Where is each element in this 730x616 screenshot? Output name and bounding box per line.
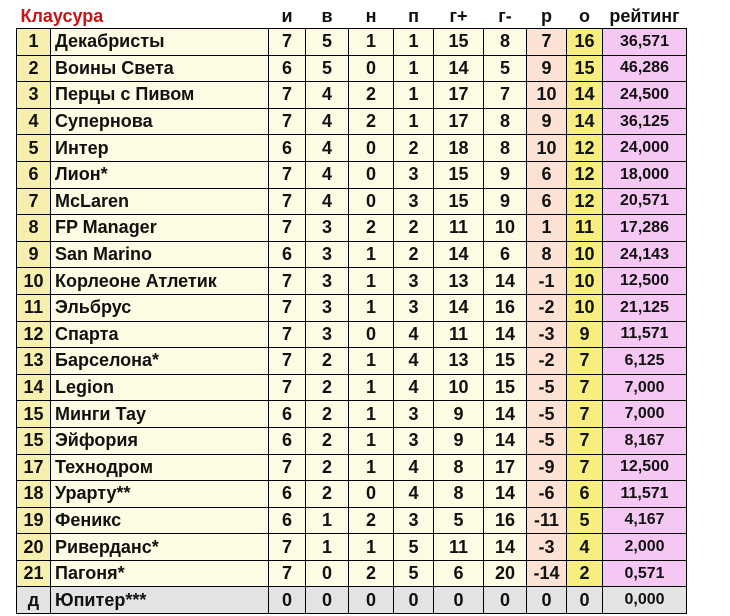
goal-diff-cell: -14 <box>527 560 567 587</box>
games-cell: 7 <box>269 215 306 242</box>
table-row <box>17 241 687 268</box>
header-goals-for: г+ <box>434 4 484 29</box>
draws-cell: 1 <box>349 241 394 268</box>
games-cell: 7 <box>269 108 306 135</box>
losses-cell: 4 <box>394 481 434 508</box>
rating-cell: 11,571 <box>603 321 687 348</box>
goals-against-cell: 6 <box>484 241 527 268</box>
rating-cell: 36,571 <box>603 29 687 56</box>
draws-cell: 2 <box>349 507 394 534</box>
goals-for-cell: 18 <box>434 135 484 162</box>
table-title: Клаусура <box>17 4 269 29</box>
goals-against-cell: 7 <box>484 82 527 109</box>
goal-diff-cell: 9 <box>527 55 567 82</box>
wins-cell: 4 <box>306 108 349 135</box>
team-name: San Marino <box>51 241 269 268</box>
losses-cell: 3 <box>394 161 434 188</box>
team-name: Эльбрус <box>51 294 269 321</box>
rating-cell: 7,000 <box>603 401 687 428</box>
wins-cell: 2 <box>306 454 349 481</box>
goals-against-cell: 16 <box>484 507 527 534</box>
draws-cell: 2 <box>349 82 394 109</box>
points-cell: 7 <box>567 427 603 454</box>
wins-cell: 0 <box>306 587 349 614</box>
goals-against-cell: 14 <box>484 268 527 295</box>
draws-cell: 2 <box>349 215 394 242</box>
header-draws: н <box>349 4 394 29</box>
team-name: Технодром <box>51 454 269 481</box>
points-cell: 15 <box>567 55 603 82</box>
losses-cell: 4 <box>394 348 434 375</box>
goal-diff-cell: -9 <box>527 454 567 481</box>
goals-against-cell: 8 <box>484 108 527 135</box>
games-cell: 0 <box>269 587 306 614</box>
goal-diff-cell: -3 <box>527 534 567 561</box>
goals-for-cell: 8 <box>434 481 484 508</box>
wins-cell: 3 <box>306 321 349 348</box>
losses-cell: 5 <box>394 560 434 587</box>
place-cell: 18 <box>17 481 51 508</box>
points-cell: 10 <box>567 241 603 268</box>
games-cell: 7 <box>269 29 306 56</box>
draws-cell: 0 <box>349 321 394 348</box>
games-cell: 7 <box>269 268 306 295</box>
team-name: Воины Света <box>51 55 269 82</box>
games-cell: 7 <box>269 188 306 215</box>
goals-for-cell: 13 <box>434 268 484 295</box>
place-cell: 2 <box>17 55 51 82</box>
team-name: Интер <box>51 135 269 162</box>
draws-cell: 1 <box>349 401 394 428</box>
place-cell: 8 <box>17 215 51 242</box>
wins-cell: 5 <box>306 29 349 56</box>
points-cell: 12 <box>567 135 603 162</box>
points-cell: 0 <box>567 587 603 614</box>
table-row <box>17 427 687 454</box>
goals-for-cell: 5 <box>434 507 484 534</box>
goals-for-cell: 9 <box>434 401 484 428</box>
games-cell: 6 <box>269 241 306 268</box>
goal-diff-cell: 6 <box>527 161 567 188</box>
goal-diff-cell: 7 <box>527 29 567 56</box>
rating-cell: 7,000 <box>603 374 687 401</box>
points-cell: 12 <box>567 188 603 215</box>
losses-cell: 1 <box>394 55 434 82</box>
team-name: Перцы с Пивом <box>51 82 269 109</box>
games-cell: 6 <box>269 401 306 428</box>
losses-cell: 2 <box>394 241 434 268</box>
games-cell: 6 <box>269 481 306 508</box>
rating-cell: 12,500 <box>603 268 687 295</box>
goal-diff-cell: -2 <box>527 294 567 321</box>
losses-cell: 1 <box>394 82 434 109</box>
header-points: о <box>567 4 603 29</box>
rating-cell: 11,571 <box>603 481 687 508</box>
table-row <box>17 161 687 188</box>
points-cell: 4 <box>567 534 603 561</box>
team-name: Риверданс* <box>51 534 269 561</box>
wins-cell: 2 <box>306 374 349 401</box>
goals-for-cell: 11 <box>434 215 484 242</box>
wins-cell: 1 <box>306 534 349 561</box>
team-name: Лион* <box>51 161 269 188</box>
losses-cell: 1 <box>394 29 434 56</box>
place-cell: 15 <box>17 401 51 428</box>
goals-against-cell: 14 <box>484 321 527 348</box>
points-cell: 12 <box>567 161 603 188</box>
draws-cell: 1 <box>349 294 394 321</box>
rating-cell: 6,125 <box>603 348 687 375</box>
table-row <box>17 55 687 82</box>
goals-for-cell: 11 <box>434 534 484 561</box>
rating-cell: 0,000 <box>603 587 687 614</box>
place-cell: 20 <box>17 534 51 561</box>
games-cell: 6 <box>269 427 306 454</box>
games-cell: 6 <box>269 55 306 82</box>
team-name: Феникс <box>51 507 269 534</box>
table-row <box>17 454 687 481</box>
place-cell: 21 <box>17 560 51 587</box>
rating-cell: 24,500 <box>603 82 687 109</box>
draws-cell: 0 <box>349 55 394 82</box>
draws-cell: 1 <box>349 454 394 481</box>
wins-cell: 3 <box>306 268 349 295</box>
points-cell: 10 <box>567 294 603 321</box>
table-row <box>17 215 687 242</box>
team-name: Корлеоне Атлетик <box>51 268 269 295</box>
goals-for-cell: 10 <box>434 374 484 401</box>
place-cell: 12 <box>17 321 51 348</box>
place-cell: 13 <box>17 348 51 375</box>
place-cell: 5 <box>17 135 51 162</box>
losses-cell: 3 <box>394 427 434 454</box>
draws-cell: 1 <box>349 29 394 56</box>
standings-table <box>16 4 687 614</box>
losses-cell: 4 <box>394 374 434 401</box>
games-cell: 6 <box>269 135 306 162</box>
draws-cell: 2 <box>349 560 394 587</box>
losses-cell: 4 <box>394 454 434 481</box>
points-cell: 16 <box>567 29 603 56</box>
draws-cell: 1 <box>349 268 394 295</box>
points-cell: 9 <box>567 321 603 348</box>
table-row <box>17 268 687 295</box>
header-rating: рейтинг <box>603 4 687 29</box>
goals-for-cell: 14 <box>434 55 484 82</box>
header-goals-against: г- <box>484 4 527 29</box>
wins-cell: 3 <box>306 241 349 268</box>
rating-cell: 0,571 <box>603 560 687 587</box>
draws-cell: 0 <box>349 161 394 188</box>
table-row <box>17 401 687 428</box>
goals-for-cell: 11 <box>434 321 484 348</box>
goal-diff-cell: 1 <box>527 215 567 242</box>
table-row <box>17 108 687 135</box>
team-name: McLaren <box>51 188 269 215</box>
goals-for-cell: 14 <box>434 241 484 268</box>
goals-for-cell: 15 <box>434 29 484 56</box>
losses-cell: 0 <box>394 587 434 614</box>
goals-for-cell: 6 <box>434 560 484 587</box>
wins-cell: 4 <box>306 135 349 162</box>
table-row <box>17 560 687 587</box>
place-cell: 19 <box>17 507 51 534</box>
place-cell: 6 <box>17 161 51 188</box>
games-cell: 7 <box>269 82 306 109</box>
goal-diff-cell: -5 <box>527 374 567 401</box>
rating-cell: 36,125 <box>603 108 687 135</box>
goal-diff-cell: -2 <box>527 348 567 375</box>
goal-diff-cell: 10 <box>527 135 567 162</box>
wins-cell: 1 <box>306 507 349 534</box>
points-cell: 2 <box>567 560 603 587</box>
wins-cell: 3 <box>306 215 349 242</box>
draws-cell: 1 <box>349 427 394 454</box>
draws-cell: 1 <box>349 534 394 561</box>
place-cell: 7 <box>17 188 51 215</box>
rating-cell: 2,000 <box>603 534 687 561</box>
rating-cell: 46,286 <box>603 55 687 82</box>
points-cell: 7 <box>567 348 603 375</box>
goals-against-cell: 14 <box>484 534 527 561</box>
place-cell: 4 <box>17 108 51 135</box>
wins-cell: 4 <box>306 161 349 188</box>
goal-diff-cell: 6 <box>527 188 567 215</box>
goal-diff-cell: -5 <box>527 401 567 428</box>
table-row <box>17 534 687 561</box>
wins-cell: 4 <box>306 188 349 215</box>
goals-against-cell: 9 <box>484 188 527 215</box>
games-cell: 7 <box>269 161 306 188</box>
wins-cell: 3 <box>306 294 349 321</box>
rating-cell: 20,571 <box>603 188 687 215</box>
wins-cell: 2 <box>306 348 349 375</box>
goals-against-cell: 14 <box>484 401 527 428</box>
goal-diff-cell: 10 <box>527 82 567 109</box>
table-row <box>17 294 687 321</box>
goal-diff-cell: 9 <box>527 108 567 135</box>
rating-cell: 17,286 <box>603 215 687 242</box>
place-cell: 3 <box>17 82 51 109</box>
header-losses: п <box>394 4 434 29</box>
goal-diff-cell: -6 <box>527 481 567 508</box>
draws-cell: 2 <box>349 108 394 135</box>
header-wins: в <box>306 4 349 29</box>
losses-cell: 1 <box>394 108 434 135</box>
goal-diff-cell: 0 <box>527 587 567 614</box>
losses-cell: 4 <box>394 321 434 348</box>
games-cell: 7 <box>269 534 306 561</box>
losses-cell: 2 <box>394 215 434 242</box>
team-name: Legion <box>51 374 269 401</box>
points-cell: 7 <box>567 374 603 401</box>
goals-for-cell: 14 <box>434 294 484 321</box>
goals-for-cell: 17 <box>434 108 484 135</box>
goals-against-cell: 16 <box>484 294 527 321</box>
rating-cell: 4,167 <box>603 507 687 534</box>
team-name: Пагоня* <box>51 560 269 587</box>
goal-diff-cell: 8 <box>527 241 567 268</box>
points-cell: 5 <box>567 507 603 534</box>
team-name: Эйфория <box>51 427 269 454</box>
losses-cell: 2 <box>394 135 434 162</box>
draws-cell: 1 <box>349 374 394 401</box>
table-row <box>17 374 687 401</box>
draws-cell: 1 <box>349 348 394 375</box>
team-name: FP Manager <box>51 215 269 242</box>
goals-for-cell: 15 <box>434 161 484 188</box>
losses-cell: 3 <box>394 294 434 321</box>
losses-cell: 3 <box>394 401 434 428</box>
team-name: Юпитер*** <box>51 587 269 614</box>
goals-against-cell: 5 <box>484 55 527 82</box>
team-name: Декабристы <box>51 29 269 56</box>
place-cell: 1 <box>17 29 51 56</box>
table-row <box>17 348 687 375</box>
points-cell: 10 <box>567 268 603 295</box>
place-cell: 15 <box>17 427 51 454</box>
draws-cell: 0 <box>349 188 394 215</box>
table-row <box>17 321 687 348</box>
goals-against-cell: 10 <box>484 215 527 242</box>
goal-diff-cell: -1 <box>527 268 567 295</box>
goals-for-cell: 15 <box>434 188 484 215</box>
rating-cell: 21,125 <box>603 294 687 321</box>
team-name: Урарту** <box>51 481 269 508</box>
team-name: Супернова <box>51 108 269 135</box>
goal-diff-cell: -11 <box>527 507 567 534</box>
games-cell: 6 <box>269 507 306 534</box>
header-games: и <box>269 4 306 29</box>
points-cell: 14 <box>567 82 603 109</box>
goals-against-cell: 20 <box>484 560 527 587</box>
goals-against-cell: 9 <box>484 161 527 188</box>
goal-diff-cell: -5 <box>527 427 567 454</box>
team-name: Минги Тау <box>51 401 269 428</box>
rating-cell: 18,000 <box>603 161 687 188</box>
draws-cell: 0 <box>349 481 394 508</box>
points-cell: 7 <box>567 401 603 428</box>
place-cell: д <box>17 587 51 614</box>
rating-cell: 8,167 <box>603 427 687 454</box>
team-name: Барселона* <box>51 348 269 375</box>
header-goal-diff: р <box>527 4 567 29</box>
goals-against-cell: 17 <box>484 454 527 481</box>
goals-against-cell: 8 <box>484 135 527 162</box>
table-row <box>17 135 687 162</box>
games-cell: 7 <box>269 454 306 481</box>
wins-cell: 0 <box>306 560 349 587</box>
table-row <box>17 188 687 215</box>
team-name: Спарта <box>51 321 269 348</box>
goals-against-cell: 8 <box>484 29 527 56</box>
table-row <box>17 29 687 56</box>
goals-for-cell: 8 <box>434 454 484 481</box>
goals-for-cell: 0 <box>434 587 484 614</box>
games-cell: 7 <box>269 374 306 401</box>
draws-cell: 0 <box>349 587 394 614</box>
wins-cell: 2 <box>306 481 349 508</box>
draws-cell: 0 <box>349 135 394 162</box>
rating-cell: 24,000 <box>603 135 687 162</box>
losses-cell: 3 <box>394 268 434 295</box>
goals-against-cell: 15 <box>484 348 527 375</box>
losses-cell: 5 <box>394 534 434 561</box>
goals-against-cell: 14 <box>484 481 527 508</box>
rating-cell: 12,500 <box>603 454 687 481</box>
wins-cell: 2 <box>306 427 349 454</box>
place-cell: 14 <box>17 374 51 401</box>
goals-for-cell: 13 <box>434 348 484 375</box>
table-row <box>17 507 687 534</box>
header-row <box>17 4 687 29</box>
losses-cell: 3 <box>394 188 434 215</box>
table-row <box>17 82 687 109</box>
points-cell: 11 <box>567 215 603 242</box>
place-cell: 17 <box>17 454 51 481</box>
rating-cell: 24,143 <box>603 241 687 268</box>
place-cell: 11 <box>17 294 51 321</box>
goals-against-cell: 0 <box>484 587 527 614</box>
wins-cell: 5 <box>306 55 349 82</box>
place-cell: 9 <box>17 241 51 268</box>
points-cell: 14 <box>567 108 603 135</box>
goals-for-cell: 17 <box>434 82 484 109</box>
wins-cell: 2 <box>306 401 349 428</box>
table-row <box>17 587 687 614</box>
games-cell: 7 <box>269 294 306 321</box>
goals-against-cell: 14 <box>484 427 527 454</box>
goal-diff-cell: -3 <box>527 321 567 348</box>
place-cell: 10 <box>17 268 51 295</box>
points-cell: 6 <box>567 481 603 508</box>
games-cell: 7 <box>269 560 306 587</box>
goals-against-cell: 15 <box>484 374 527 401</box>
goals-for-cell: 9 <box>434 427 484 454</box>
table-row <box>17 481 687 508</box>
losses-cell: 3 <box>394 507 434 534</box>
points-cell: 7 <box>567 454 603 481</box>
games-cell: 7 <box>269 348 306 375</box>
wins-cell: 4 <box>306 82 349 109</box>
games-cell: 7 <box>269 321 306 348</box>
